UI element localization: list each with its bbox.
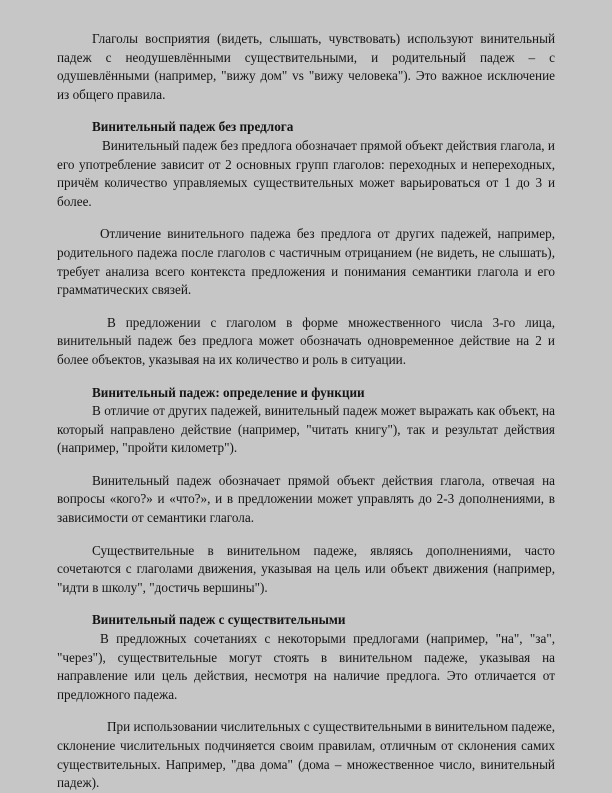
paragraph-distinguishing-cases: Отличение винительного падежа без предлога от других падежей, например, родительного падежа после глаголов с частичным отрицанием (не видеть, не слышать), требует анализа всего контекста предложения и понимания семантики глагола и его грамматических связей. (57, 226, 555, 298)
paragraph-plural-third-person: В предложении с глаголом в форме множественного числа 3-го лица, винительный падеж без предлога может обозначать одновременное действие на 2 и более объектов, указывая на их количество и роль в ситуации. (57, 314, 555, 367)
heading-definition-and-functions: Винительный падеж: определение и функции (92, 384, 365, 400)
paragraph-numerals: При использовании числительных с существительными в винительном падеже, склонение числительных подчиняется своим правилам, отличным от склонения самих существительных. Например, "два дома" (дома – множественное число, винительный падеж). (57, 719, 555, 791)
document-page (57, 30, 555, 793)
paragraph-verbs-of-motion: Существительные в винительном падеже, являясь дополнениями, часто сочетаются с глаголами движения, указывая на цель или объект движения (например, "идти в школу", "достичь вершины"). (57, 542, 555, 595)
paragraph-prepositional-combinations: В предложных сочетаниях с некоторыми предлогами (например, "на", "за", "через"), существительные могут стоять в винительном падеже, указывая на направление или цель действия, несмотря на наличие предлога. Это отличается от предложного падежа. (57, 631, 555, 702)
paragraph-object-and-result: В отличие от других падежей, винительный падеж может выражать как объект, на который направлено действие (например, "читать книгу"), так и результат действия (например, "пройти километр"). (57, 403, 555, 456)
paragraph-direct-object: Винительный падеж без предлога обозначает прямой объект действия глагола, и его употребление зависит от 2 основных групп глаголов: переходных и непереходных, причём количество управляемых существительных может варьироваться от 1 до 3 и более. (57, 137, 555, 209)
paragraph-perception-verbs: Глаголы восприятия (видеть, слышать, чувствовать) используют винительный падеж с неодушевлёнными существительными, и родительный падеж – с одушевлёнными (например, "вижу дом" vs "вижу человека"). Это важное исключение из общего правила. (57, 31, 555, 102)
paragraph-questions-whom-what: Винительный падеж обозначает прямой объект действия глагола, отвечая на вопросы «кого?» и «что?», и в предложении может управлять до 2-3 дополнениями, в зависимости от семантики глагола. (57, 472, 555, 526)
heading-with-nouns: Винительный падеж с существительными (92, 612, 346, 628)
heading-accusative-without-preposition: Винительный падеж без предлога (92, 119, 294, 135)
